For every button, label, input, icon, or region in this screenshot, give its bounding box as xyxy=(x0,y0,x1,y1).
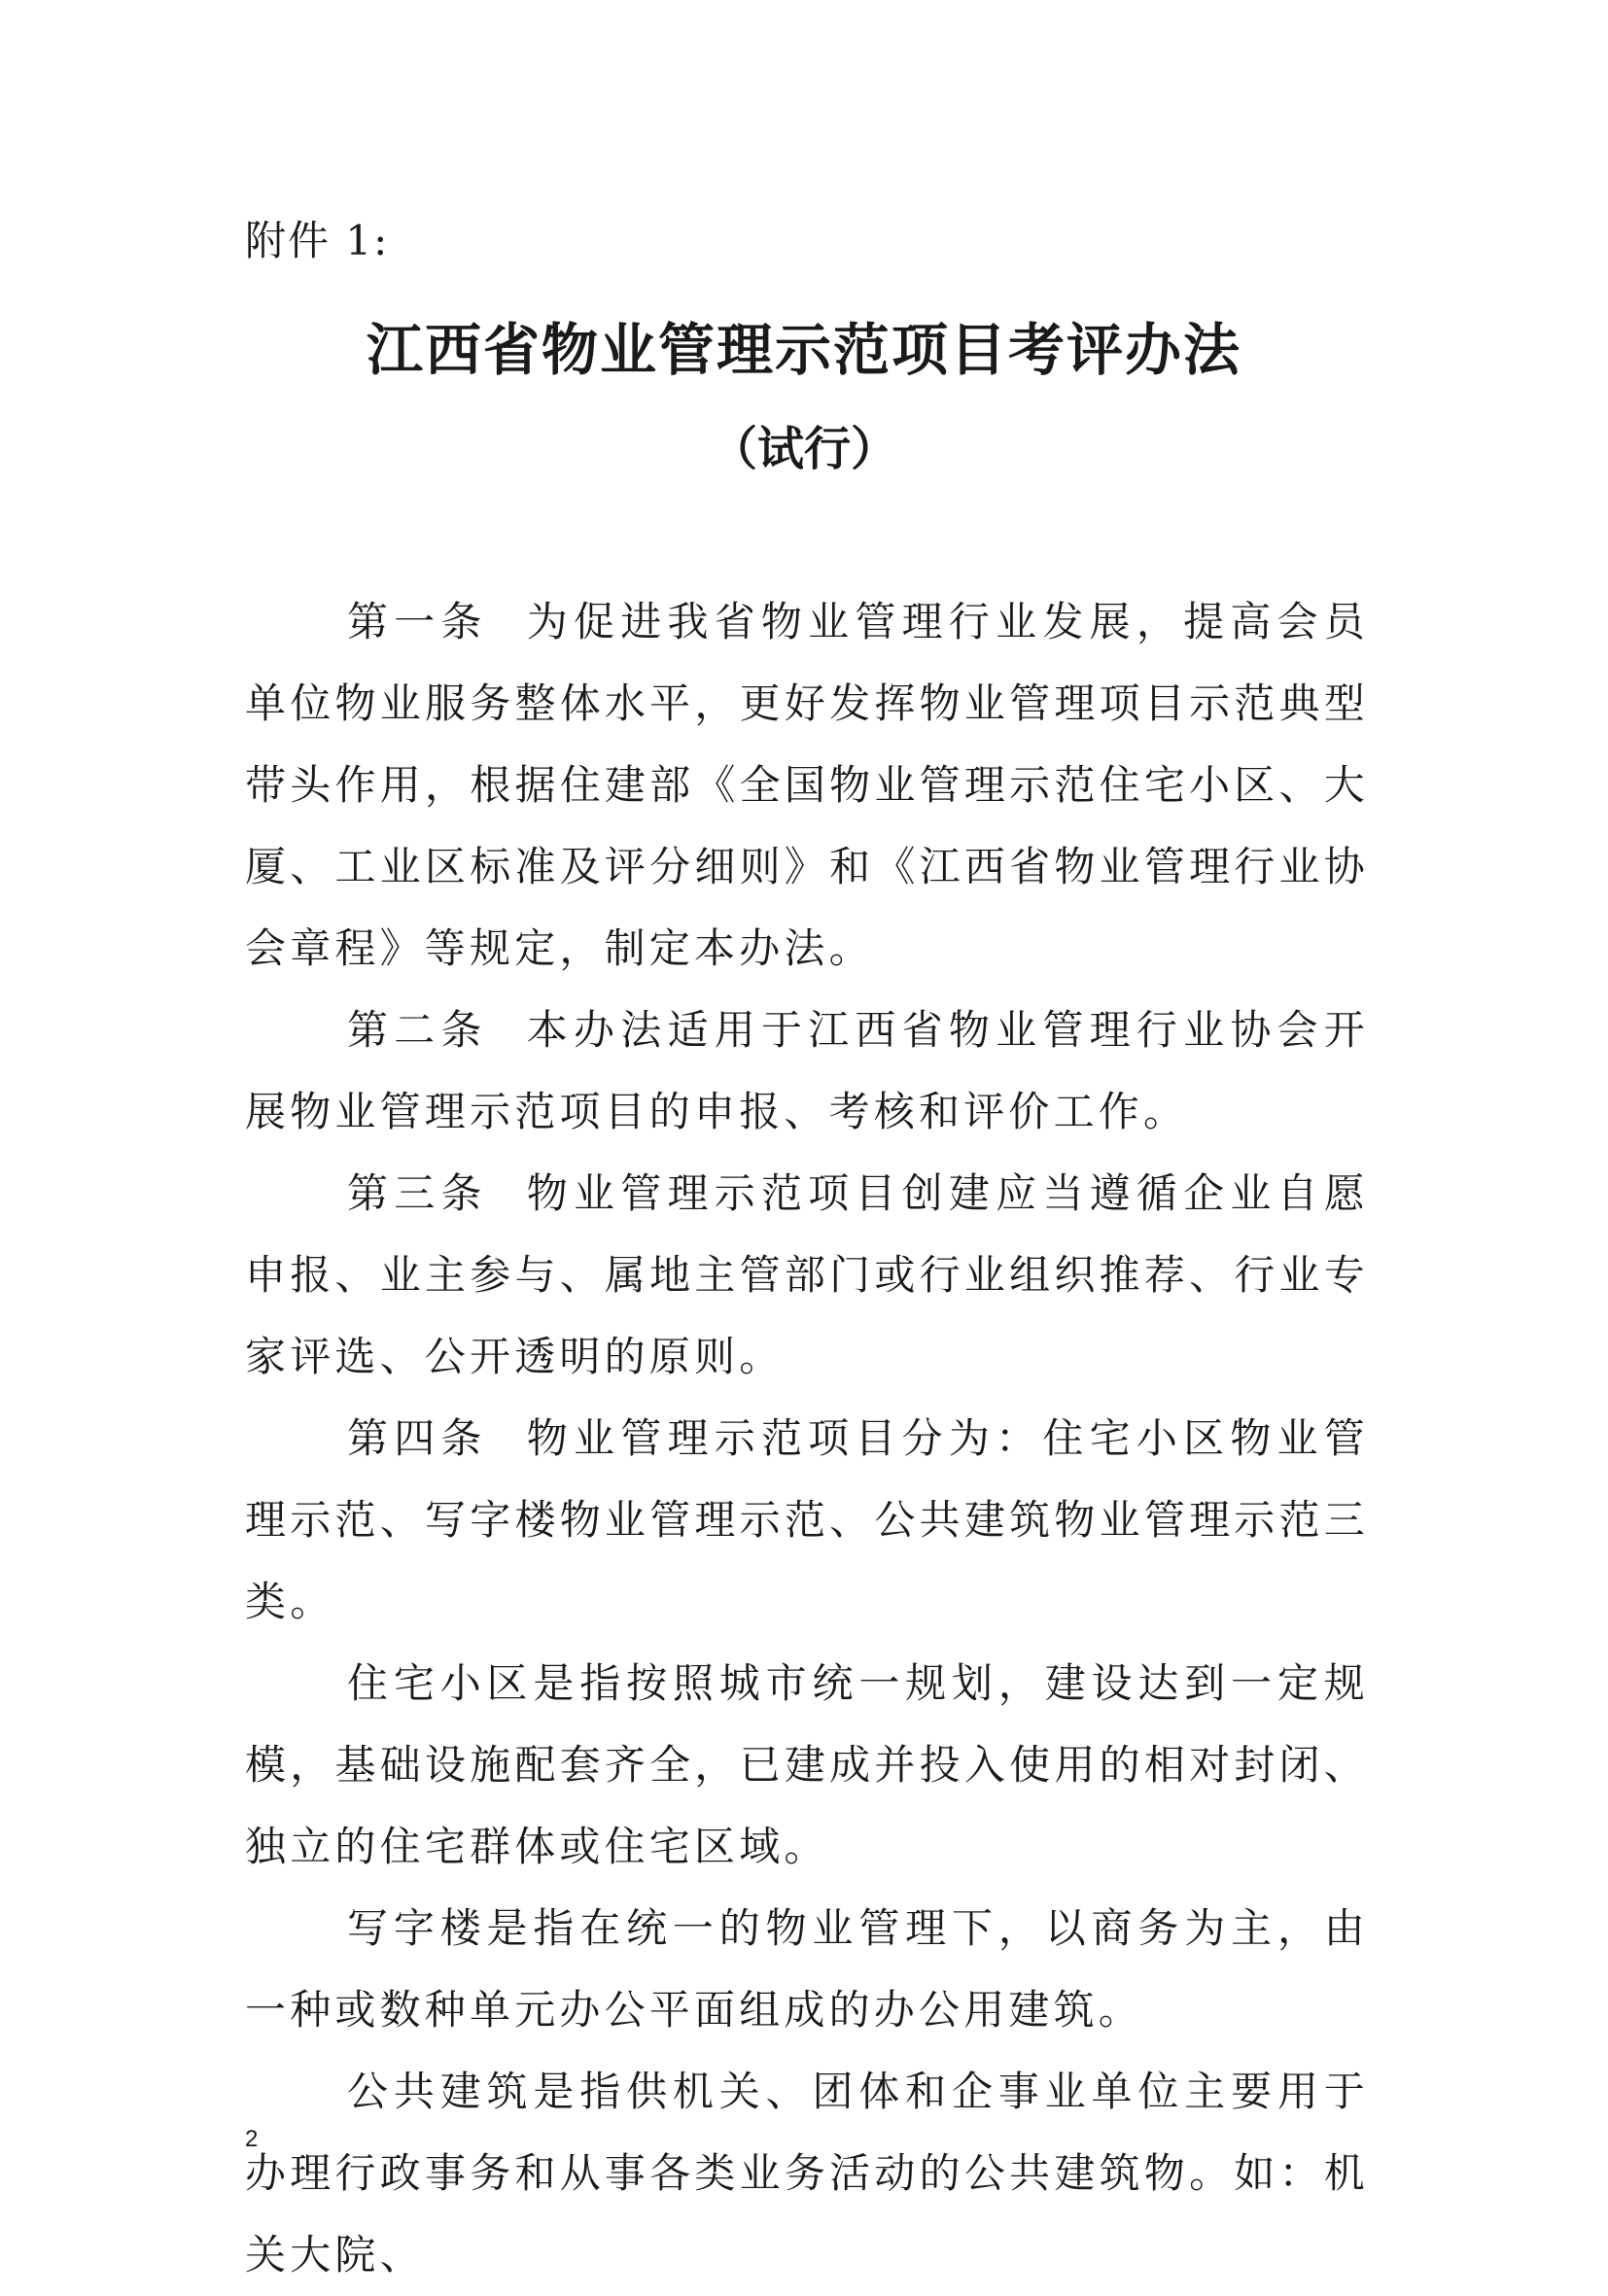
article-2-paragraph xyxy=(245,990,1369,1153)
article-3-paragraph xyxy=(245,1153,1369,1398)
article-1-text: 为促进我省物业管理行业发展，提高会员单位物业服务整体水平，更好发挥物业管理项目示范典型带头作用，根据住建部《全国物业管理示范住宅小区、大厦、工业区标准及评分细则》和《江西省物业管理行业协会章程》等规定，制定本办法。 xyxy=(245,598,1369,972)
article-3-text: 物业管理示范项目创建应当遵循企业自愿申报、业主参与、属地主管部门或行业组织推荐、行业专家评选、公开透明的原则。 xyxy=(245,1169,1369,1380)
document-subtitle: （试行） xyxy=(710,422,897,476)
article-3-number: 第三条 xyxy=(347,1169,488,1217)
document-body xyxy=(245,581,1369,2296)
office-definition-paragraph: 写字楼是指在统一的物业管理下，以商务为主，由一种或数种单元办公平面组成的办公用建筑。 xyxy=(245,1904,1369,2034)
article-2-number: 第二条 xyxy=(347,1006,488,1054)
document-title: 江西省物业管理示范项目考评办法 xyxy=(366,317,1241,383)
article-2-text: 本办法适用于江西省物业管理行业协会开展物业管理示范项目的申报、考核和评价工作。 xyxy=(245,1006,1369,1135)
article-4-number: 第四条 xyxy=(347,1414,488,1462)
article-1-number: 第一条 xyxy=(347,598,488,645)
article-4-paragraph xyxy=(245,1398,1369,1643)
page-number: 2 xyxy=(245,2126,259,2152)
article-4-text: 物业管理示范项目分为：住宅小区物业管理示范、写字楼物业管理示范、公共建筑物业管理示范三类。 xyxy=(245,1414,1369,1625)
article-1-paragraph xyxy=(245,581,1369,990)
residential-definition-paragraph: 住宅小区是指按照城市统一规划，建设达到一定规模，基础设施配套齐全，已建成并投入使用的相对封闭、独立的住宅群体或住宅区域。 xyxy=(245,1659,1369,1870)
public-building-definition-paragraph: 公共建筑是指供机关、团体和企事业单位主要用于办理行政事务和从事各类业务活动的公共建筑物。如：机关大院、 xyxy=(245,2068,1369,2279)
attachment-label: 附件 1: xyxy=(245,217,390,264)
